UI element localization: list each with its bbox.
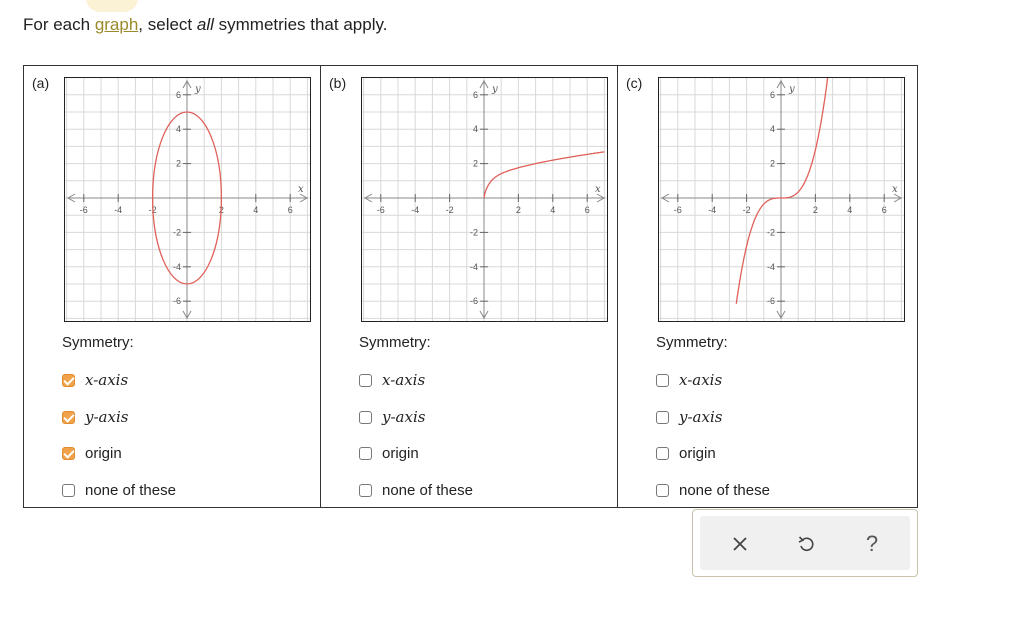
option-origin[interactable] [62,443,122,463]
y-axis-label: y [789,84,795,95]
y-tick-label: -4 [172,261,181,272]
graph-svg [65,78,310,321]
symmetry-title: Symmetry: [656,334,728,351]
y-tick-label: 4 [175,124,181,135]
clear-button[interactable] [725,530,755,558]
option-origin[interactable] [656,443,716,463]
graph-a [64,77,311,322]
x-tick-label: -6 [673,205,682,215]
y-tick-label: -6 [172,296,181,307]
x-tick-label: 4 [253,205,259,215]
help-button[interactable] [857,530,887,558]
y-axis-label: y [195,84,201,95]
y-tick-label: 6 [175,89,181,100]
option-label: none of these [382,481,473,499]
undo-icon [796,534,816,554]
instruction-text: For each graph, select all symmetries that apply. [23,15,388,34]
symmetry-title: Symmetry: [359,334,431,351]
option-none[interactable] [359,480,473,500]
y-tick-label: 4 [769,124,775,135]
symmetry-title: Symmetry: [62,334,134,351]
option-label: none of these [85,481,176,499]
option-none[interactable] [656,480,770,500]
y-tick-label: -6 [469,296,478,307]
x-tick-label: 2 [515,205,521,215]
checkbox[interactable] [359,484,372,497]
collapse-tab[interactable] [86,0,138,12]
x-tick-label: -2 [742,205,751,215]
x-tick-label: -6 [376,205,385,215]
help-icon: ? [865,531,879,556]
x-axis-label: x [595,184,601,195]
x-tick-label: 2 [218,205,224,215]
option-label: origin [85,444,122,462]
y-tick-label: -4 [469,261,478,272]
panel-a [24,66,321,507]
option-label: y-axis [382,408,426,426]
option-label: none of these [679,481,770,499]
y-tick-label: -2 [172,227,181,238]
checkbox[interactable] [62,447,75,460]
option-label: x-axis [679,371,723,389]
option-label: x-axis [85,371,129,389]
y-tick-label: -2 [469,227,478,238]
option-label: y-axis [679,408,723,426]
y-tick-label: 6 [769,89,775,100]
option-none[interactable] [62,480,176,500]
x-tick-label: 6 [881,205,887,215]
curve [484,152,604,198]
graph-b [361,77,608,322]
option-x-axis[interactable] [656,370,722,390]
checkbox[interactable] [359,411,372,424]
option-origin[interactable] [359,443,419,463]
x-tick-label: -2 [445,205,454,215]
checkbox[interactable] [359,447,372,460]
panel-label: (c) [626,75,643,91]
option-label: x-axis [382,371,426,389]
y-tick-label: -4 [766,261,775,272]
checkbox[interactable] [62,484,75,497]
y-tick-label: 2 [175,158,181,169]
checkbox[interactable] [656,484,669,497]
x-tick-label: -4 [411,205,420,215]
undo-button[interactable] [791,530,821,558]
checkbox[interactable] [62,374,75,387]
option-y-axis[interactable] [656,407,722,427]
y-axis-label: y [492,84,498,95]
x-tick-label: 6 [287,205,293,215]
option-y-axis[interactable] [62,407,128,427]
checkbox[interactable] [656,447,669,460]
y-tick-label: 4 [472,124,478,135]
y-tick-label: 6 [472,89,478,100]
answer-toolbar [692,509,918,577]
checkbox[interactable] [359,374,372,387]
x-tick-label: -4 [114,205,123,215]
x-tick-label: 4 [550,205,556,215]
graph-svg [362,78,607,321]
option-label: origin [679,444,716,462]
checkbox[interactable] [656,374,669,387]
y-tick-label: -2 [766,227,775,238]
y-tick-label: 2 [769,158,775,169]
close-icon [731,535,749,553]
x-tick-label: -4 [708,205,717,215]
x-axis-label: x [298,184,304,195]
toolbar-inner [700,516,910,570]
checkbox[interactable] [62,411,75,424]
panel-b [321,66,618,507]
option-x-axis[interactable] [359,370,425,390]
x-tick-label: 2 [812,205,818,215]
x-tick-label: 6 [584,205,590,215]
checkbox[interactable] [656,411,669,424]
graph-link[interactable]: graph [94,15,139,34]
y-tick-label: 2 [472,158,478,169]
option-label: y-axis [85,408,129,426]
graph-c [658,77,905,322]
panel-label: (a) [32,75,50,91]
x-axis-label: x [892,184,898,195]
x-tick-label: -6 [79,205,88,215]
option-x-axis[interactable] [62,370,128,390]
graph-panels [23,65,918,508]
x-tick-label: 4 [847,205,853,215]
graph-svg [659,78,904,321]
panel-label: (b) [329,75,347,91]
option-y-axis[interactable] [359,407,425,427]
option-label: origin [382,444,419,462]
panel-c [618,66,915,507]
x-tick-label: -2 [148,205,157,215]
y-tick-label: -6 [766,296,775,307]
